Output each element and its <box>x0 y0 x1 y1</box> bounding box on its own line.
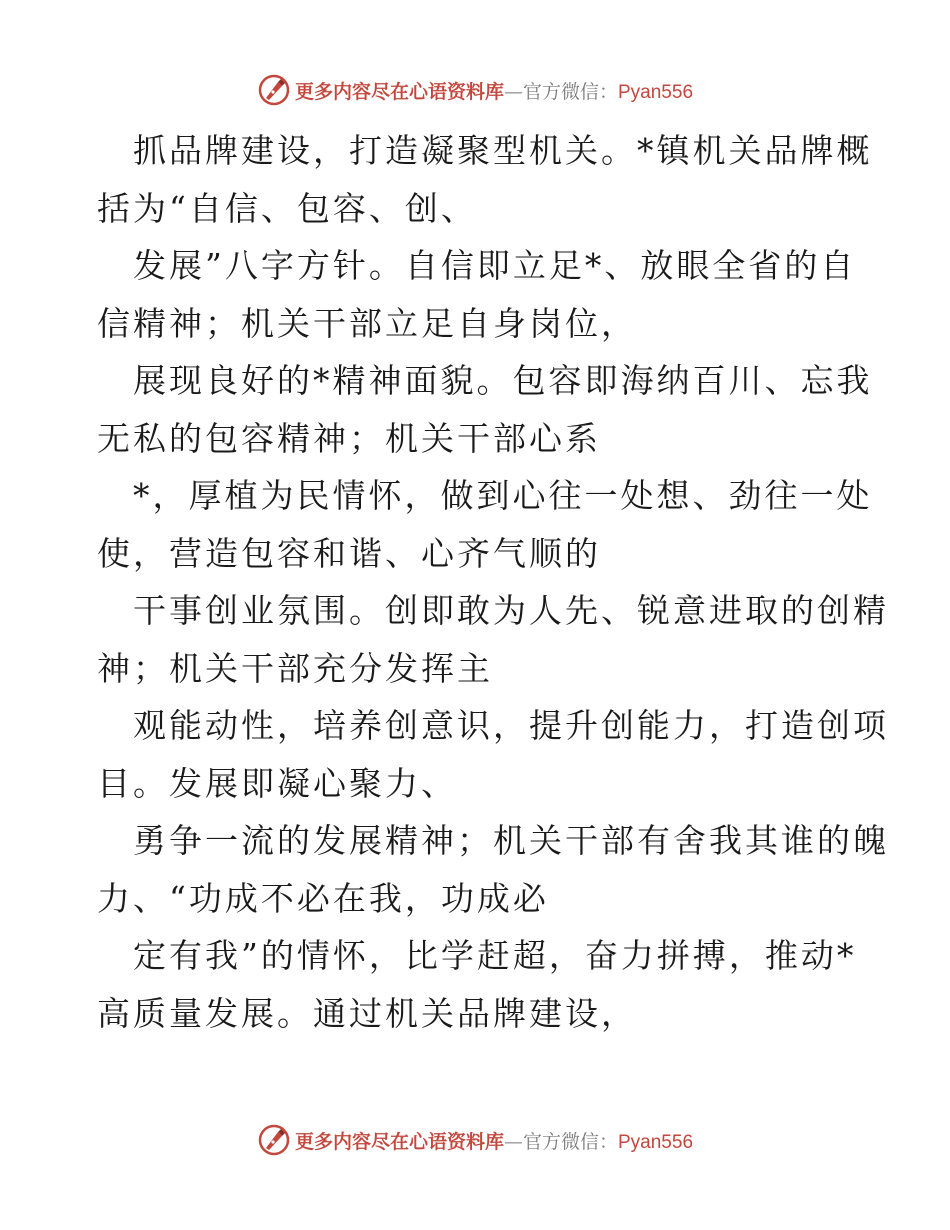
text-line: 神；机关干部充分发挥主 <box>97 648 493 688</box>
banner-brand: 更多内容尽在心语资料库 <box>294 80 504 103</box>
banner-account: Pyan556 <box>618 81 694 103</box>
pen-nib-logo-icon <box>257 73 291 107</box>
pen-nib-logo-icon <box>257 1123 291 1157</box>
banner-contact-label: 官方微信： <box>522 80 618 103</box>
text-line: *，厚植为民情怀，做到心往一处想、劲往一处 <box>133 476 873 515</box>
text-line: 干事创业氛围。创即敢为人先、锐意进取的创精 <box>133 591 889 630</box>
banner-dash: — <box>503 80 523 103</box>
text-line: 高质量发展。通过机关品牌建设， <box>97 993 637 1033</box>
document-body <box>97 122 889 1042</box>
header-banner <box>0 70 950 110</box>
text-line: 抓品牌建设，打造凝聚型机关。*镇机关品牌概 <box>133 131 873 170</box>
footer-banner-text <box>295 1127 693 1154</box>
text-line: 力、“功成不必在我，功成必 <box>97 878 549 918</box>
banner-dash: — <box>503 1130 523 1153</box>
banner-brand: 更多内容尽在心语资料库 <box>294 1130 504 1153</box>
banner-account: Pyan556 <box>618 1131 694 1153</box>
footer-banner <box>0 1120 950 1160</box>
text-line: 观能动性，培养创意识，提升创能力，打造创项 <box>133 706 889 745</box>
text-line: 发展”八字方针。自信即立足*、放眼全省的自 <box>133 246 857 285</box>
text-line: 信精神；机关干部立足自身岗位， <box>97 303 637 343</box>
banner-contact-label: 官方微信： <box>522 1130 618 1153</box>
text-line: 展现良好的*精神面貌。包容即海纳百川、忘我 <box>133 361 873 400</box>
text-line: 使，营造包容和谐、心齐气顺的 <box>97 533 601 573</box>
text-line: 目。发展即凝心聚力、 <box>97 763 457 803</box>
header-banner-text <box>295 77 693 104</box>
text-line: 勇争一流的发展精神；机关干部有舍我其谁的魄 <box>133 821 889 860</box>
text-line: 定有我”的情怀，比学赶超，奋力拼搏，推动* <box>133 936 857 975</box>
text-line: 括为“自信、包容、创、 <box>97 188 477 228</box>
text-line: 无私的包容精神；机关干部心系 <box>97 418 601 458</box>
